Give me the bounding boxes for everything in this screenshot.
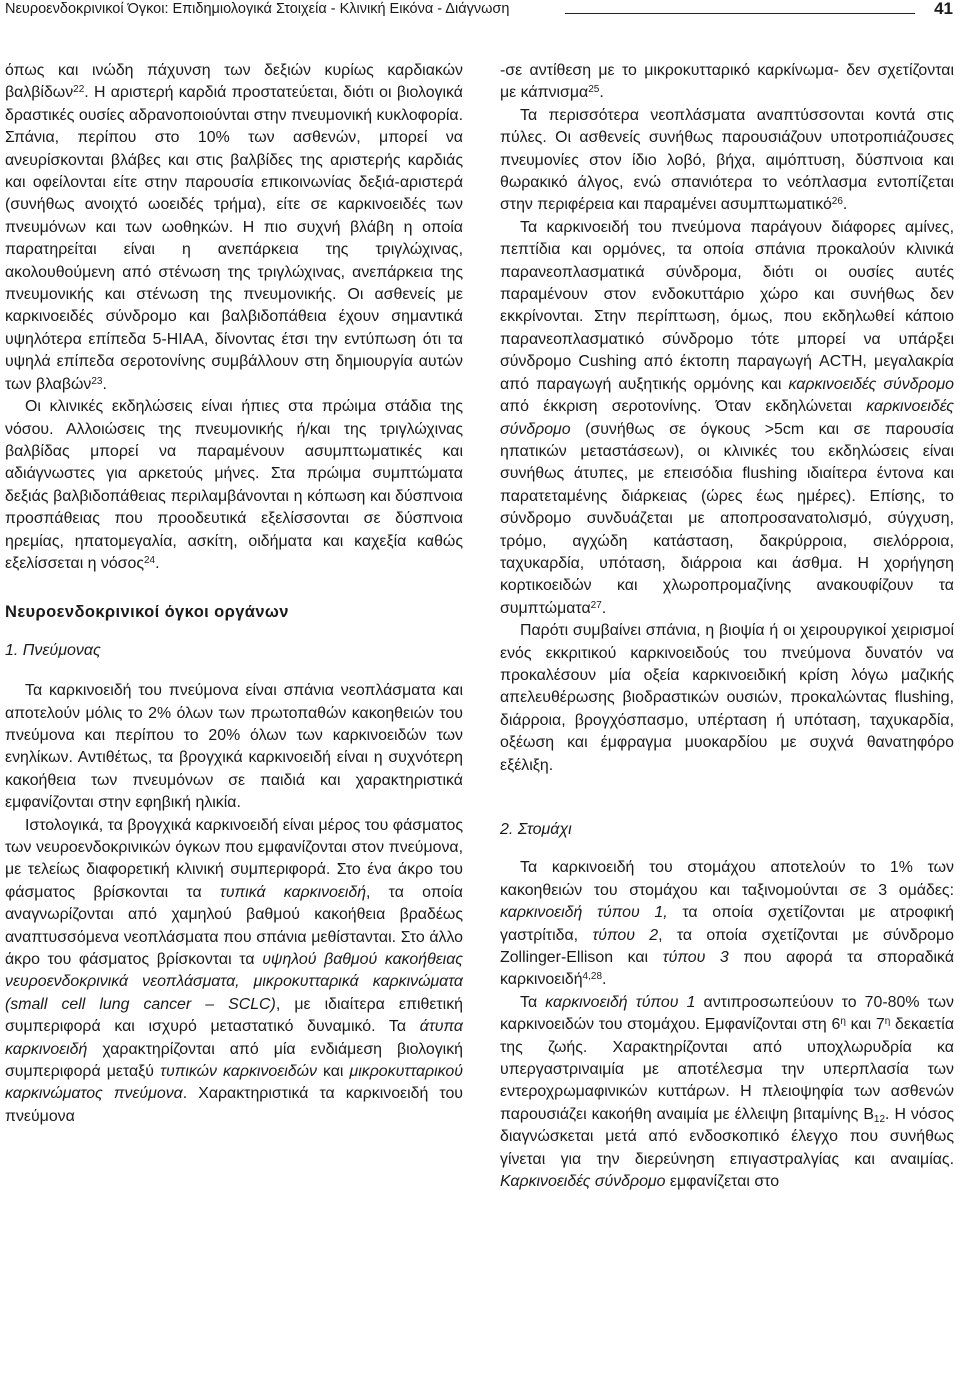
left-paragraph-3: Τα καρκινοειδή του πνεύμονα είναι σπάνια νεοπλάσματα και αποτελούν μόλις το 2% όλων των πρωτοπαθών κακοηθειών του πνεύμονα και περίπου το 20% όλων των καρκινοειδών των ενηλίκων. Αντιθέτως, τα βρογχικά καρκινοειδή είναι η συχνότερη κακοήθεια των πνευμόνων σε παιδιά και χαρακτηριστικά εμφανίζονται στην εφηβική ηλικία. [5, 682, 463, 812]
subsection-heading-stomach: 2. Στομάχι [500, 821, 572, 838]
left-paragraph-2: Οι κλινικές εκδηλώσεις είναι ήπιες στα πρώιμα στάδια της νόσου. Αλλοιώσεις της πνευμονικής ή/και της τριγλώχινας βαλβίδας μπορεί να παραμένουν ασυμπτωματικές και αδιάγνωστες για αρκετούς μήνες. Στα πρώιμα συμπτώματα δεξιάς βαλβιδοπάθειας περιλαμβάνονται η κόπωση και δύσπνοια προσπάθειας που προοδευτικά εξελίσσονται σε δύσπνοια ηρεμίας, ηπατομεγαλία, ασκίτη, οιδήματα και καχεξία καθώς εξελίσσεται η νόσος$^{24}$. [5, 398, 463, 572]
citation: 4,28 [582, 971, 603, 983]
citation: 27 [590, 599, 602, 611]
left-column [5, 60, 463, 1128]
right-paragraph-1: -σε αντίθεση με το μικροκυτταρικό καρκίνωμα- δεν σχετίζονται με κάπνισμα$^{25}$. [500, 62, 954, 102]
citation: 24 [143, 554, 156, 566]
citation: 23 [91, 375, 103, 387]
right-column [500, 60, 954, 1194]
running-header [5, 0, 955, 20]
citation: 25 [588, 84, 600, 96]
running-title: Νευροενδοκρινικοί Όγκοι: Επιδημιολογικά Στοιχεία - Κλινική Εικόνα - Διάγνωση [5, 1, 510, 17]
citation: 26 [831, 196, 843, 208]
left-paragraph-4: Ιστολογικά, τα βρογχικά καρκινοειδή είναι μέρος του φάσματος των νευροενδοκρινικών όγκων που εμφανίζονται στον πνεύμονα, με τελείως διαφορετική κλινική συμπεριφορά. Στο ένα άκρο του φάσματος βρίσκονται τα τυπικά καρκινοειδή, τα οποία αναγνωρίζονται από χαμηλού βαθμού κακοήθεια βραδέως αναπτυσσόμενα νεοπλάσματα που σπάνια μεθίστανται. Στο άλλο άκρο του φάσματος βρίσκονται τα υψηλού βαθμού κακοήθειας νευροενδοκρινικά νεοπλάσματα, μικροκυτταρικά καρκινώματα (small cell lung cancer – SCLC), με ιδιαίτερα επιθετική συμπεριφορά και ισχυρό μεταστατικό δυναμικό. Τα άτυπα καρκινοειδή χαρακτηρίζονται από μία ενδιάμεση βιολογική συμπεριφορά μεταξύ τυπικών καρκινοειδών και μικροκυτταρικού καρκινώματος πνεύμονα. Χαρακτηριστικά τα καρκινοειδή του πνεύμονα [5, 816, 464, 1125]
right-paragraph-6: Τα καρκινοειδή τύπου 1 αντιπροσωπεύουν το 70-80% των καρκινοειδών του στομάχου. Εμφανίζονται στη $6^\eta$ και $7^\eta$ δεκαετία της ζωής. Χαρακτηρίζονται από υποχλωρυδρία κα υπεργαστριναιμία με αποτέλεσμα την υπερπλασία των εντεροχρωμαφινικών κυττάρων. Η πλειοψηφία των ασθενών παρουσιάζει κακοήθη αναιμία με έλλειψη βιταμίνης $B_{12}$. Η νόσος διαγνώσκεται μετά από ενδοσκοπικό έλεγχο που συνήθως γίνεται για την διερεύνηση επιγαστραλγίας και αναιμίας. Καρκινοειδές σύνδρομο εμφανίζεται στο [500, 993, 955, 1191]
page-number: 41 [934, 0, 953, 18]
header-rule [565, 13, 915, 14]
subsection-heading-lung: 1. Πνεύμονας [5, 641, 101, 659]
right-paragraph-5: Τα καρκινοειδή του στομάχου αποτελούν το 1% των κακοηθειών του στομάχου και ταξινομούνται σε 3 ομάδες: καρκινοειδή τύπου 1, τα οποία σχετίζονται με ατροφική γαστρίτιδα, τύπου 2, τα οποία σχετίζονται με σύνδρομο Zollinger-Ellison και τύπου 3 που αφορά τα σποραδικά καρκινοειδή$^{4,28}$. [500, 859, 954, 989]
section-heading: Νευροενδοκρινικοί όγκοι οργάνων [5, 603, 289, 622]
right-paragraph-4: Παρότι συμβαίνει σπάνια, η βιοψία ή οι χειρουργικοί χειρισμοί ενός εκκριτικού καρκινοειδούς του πνεύμονα δυνατόν να προκαλέσουν μία οξεία καρκινοειδική κρίση λόγω μαζικής απελευθέρωσης βιοδραστικών ουσιών, προκαλώντας flushing, διάρροια, βρογχόσπασμο, υπέρταση ή υπόταση, ταχυκαρδία, οξέωση και έμφραγμα μυοκαρδίου με συχνά θανατηφόρο εξέλιξη. [500, 622, 954, 774]
left-paragraph-1: όπως και ινώδη πάχυνση των δεξιών κυρίως καρδιακών βαλβίδων$^{22}$. Η αριστερή καρδιά προστατεύεται, διότι οι βιολογικά δραστικές ουσίες αδρανοποιούνται στην πνευμονική κυκλοφορία. Σπάνια, περίπου στο 10% των ασθενών, μπορεί να ανευρίσκονται βλάβες και στις βαλβίδες της αριστερής καρδιάς και οφείλονται είτε στην παρουσία επικοινωνίας δεξιά-αριστερά (συνήθως ανοιχτό ωοειδές τρήμα), είτε σε καρκινοειδές των πνευμόνων και των ωοθηκών. Η πιο συχνή βλάβη η οποία παρατηρείται είναι η ανεπάρκεια της τριγλώχινας, ακολουθούμενη από στένωση της τριγλώχινας, ανεπάρκεια της πνευμονικής και στένωση της πνευμονικής. Οι ασθενείς με καρκινοειδές σύνδρομο και βαλβιδοπάθεια έχουν σημαντικά υψηλότερα επίπεδα 5-HIAA, δίνοντας έτσι την εντύπωση ότι τα υψηλά επίπεδα σεροτονίνης συμβάλλουν στη δημιουργία αυτών των βλαβών$^{23}$. [5, 62, 463, 393]
right-paragraph-2: Τα περισσότερα νεοπλάσματα αναπτύσσονται κοντά στις πύλες. Οι ασθενείς συνήθως παρουσιάζουν υποτροπιάζουσες πνευμονίες στον ίδιο λοβό, βήχα, αιμόπτυση, δύσπνοια και θωρακικό άλγος, ενώ σπανιότερα το νεόπλασμα εντοπίζεται στην περιφέρεια και παραμένει ασυμπτωματικό$^{26}$. [500, 106, 954, 214]
right-paragraph-3: Τα καρκινοειδή του πνεύμονα παράγουν διάφορες αμίνες, πεπτίδια και ορμόνες, τα οποία σπάνια προκαλούν κλινικά παρανεοπλασματικά σύνδρομα, διότι οι ουσίες αυτές παραμένουν στον ενδοκυττάριο χώρο και συνήθως δεν εκκρίνονται. Στην περίπτωση, όμως, που εκδηλωθεί κάποιο παρανεοπλασματικό σύνδρομο τότε μπορεί να υπάρξει σύνδρομο Cushing από έκτοπη παραγωγή ACTH, μεγαλακρία από παραγωγή αυξητικής ορμόνης και καρκινοειδές σύνδρομο από έκκριση σεροτονίνης. Όταν εκδηλώνεται καρκινοειδές σύνδρομο (συνήθως σε όγκους >5cm και σε παρουσία ηπατικών μεταστάσεων), οι κλινικές του εκδηλώσεις είναι συνήθως άτυπες, με επεισόδια flushing ιδιαίτερα έντονα και παρατεταμένης διάρκειας (ώρες έως ημέρες). Επίσης, το σύνδρομο συνδυάζεται με αποπροσανατολισμό, σύγχυση, τρόμο, αγχώδη κατάσταση, δακρύρροια, σιελόρροια, ταχυκαρδία, υπόταση, διάρροια και άσθμα. Η χορήγηση κορτικοειδών και χλωροπρομαζίνης ανακουφίζουν τα συμπτώματα$^{27}$. [500, 218, 954, 617]
citation: 22 [73, 84, 85, 96]
